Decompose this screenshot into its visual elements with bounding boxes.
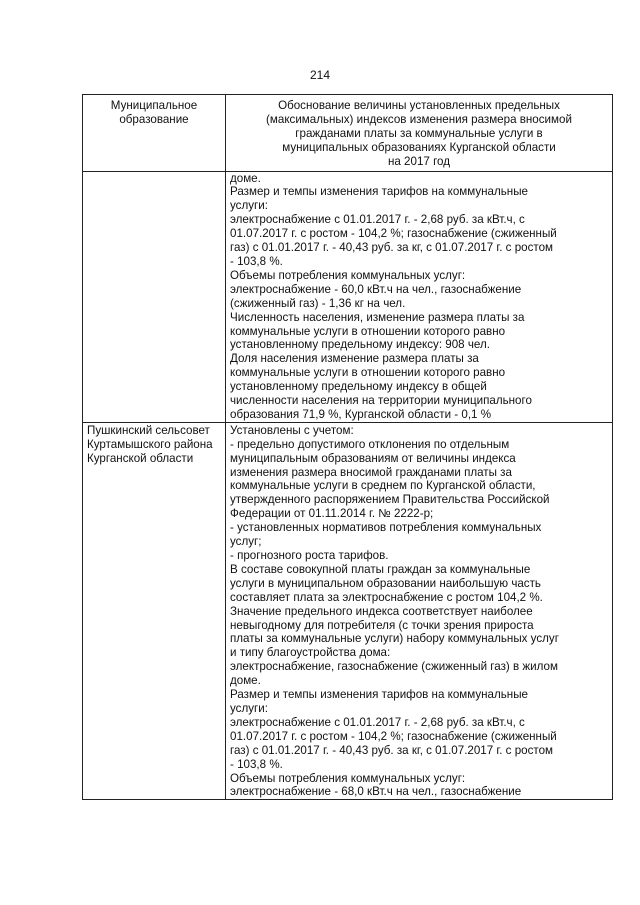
- text-line: Размер и темпы изменения тарифов на коммунальные: [230, 185, 528, 199]
- justification-table: [82, 94, 613, 800]
- text-line: Численность населения, изменение размера платы за: [230, 310, 525, 324]
- text-line: численности населения на территории муниципального: [230, 394, 532, 408]
- text-line: доме.: [230, 674, 261, 688]
- text-line: электроснабжение - 68,0 кВт.ч на чел., газоснабжение: [230, 785, 522, 799]
- text-line: газ) с 01.01.2017 г. - 40,43 руб. за кг, с 01.07.2017 г. с ростом: [230, 743, 553, 757]
- text-line: платы за коммунальные услуги) набору коммунальных услуг: [230, 632, 559, 646]
- text-line: услуг;: [230, 535, 262, 549]
- text-line: Установлены с учетом:: [230, 423, 354, 437]
- text-line: Объемы потребления коммунальных услуг:: [230, 771, 466, 785]
- text-line: электроснабжение с 01.01.2017 г. - 2,68 руб. за кВт.ч, с: [230, 213, 525, 227]
- text-line: утвержденного распоряжением Правительства Российской: [230, 493, 550, 507]
- text-line: 01.07.2017 г. с ростом - 104,2 %; газоснабжение (сжиженный: [230, 729, 557, 743]
- text-line: образования 71,9 %, Курганской области - 0,1 %: [230, 407, 492, 421]
- text-line: установленному предельному индексу в общей: [230, 380, 487, 394]
- text-line: электроснабжение с 01.01.2017 г. - 2,68 руб. за кВт.ч, с: [230, 715, 525, 729]
- text-line: и типу благоустройства дома:: [230, 646, 391, 660]
- header-justification-text: Обоснование величины установленных предельных (максимальных) индексов изменения размера вносимой гражданами платы за коммунальные услуги в муниципальных образованиях Курганской области на 2017 год: [266, 99, 572, 168]
- text-line: услуги:: [230, 701, 268, 715]
- text-line: Доля населения изменение размера платы за: [230, 352, 479, 366]
- text-line: муниципальным образованиям от величины индекса: [230, 451, 516, 465]
- text-line: составляет плата за электроснабжение с ростом 104,2 %.: [230, 590, 543, 604]
- header-municipality-text: Муниципальное образование: [110, 99, 198, 126]
- justification-cell: [226, 422, 613, 799]
- text-line: Размер и темпы изменения тарифов на коммунальные: [230, 688, 528, 702]
- text-line: 01.07.2017 г. с ростом - 104,2 %; газоснабжение (сжиженный: [230, 227, 557, 241]
- page-number: 214: [309, 68, 331, 82]
- text-line: Значение предельного индекса соответствует наиболее: [230, 604, 533, 618]
- text-line: - 103,8 %.: [230, 254, 283, 268]
- text-line: В составе совокупной платы граждан за коммунальные: [230, 562, 531, 576]
- text-line: коммунальные услуги в отношении которого равно: [230, 366, 506, 380]
- text-line: - предельно допустимого отклонения по отдельным: [230, 437, 510, 451]
- table-row: [83, 171, 613, 422]
- text-line: коммунальные услуги в среднем по Курганской области,: [230, 479, 536, 493]
- text-line: коммунальные услуги в отношении которого равно: [230, 324, 506, 338]
- municipality-cell: [83, 171, 226, 422]
- text-line: услуги:: [230, 199, 268, 213]
- municipality-name: Пушкинский сельсовет Куртамышского района Курганской области: [87, 423, 213, 465]
- text-line: - прогнозного роста тарифов.: [230, 549, 389, 562]
- text-line: невыгодному для потребителя (с точки зрения прироста: [230, 618, 534, 632]
- table-row: [83, 422, 613, 799]
- table-header-row: [83, 95, 613, 172]
- municipality-cell: [83, 422, 226, 799]
- text-line: Федерации от 01.11.2014 г. № 2222-р;: [230, 507, 434, 521]
- text-line: изменения размера вносимой гражданами платы за: [230, 465, 512, 479]
- text-line: электроснабжение - 60,0 кВт.ч на чел., газоснабжение: [230, 282, 522, 296]
- text-line: газ) с 01.01.2017 г. - 40,43 руб. за кг, с 01.07.2017 г. с ростом: [230, 241, 553, 255]
- text-line: электроснабжение, газоснабжение (сжиженный газ) в жилом: [230, 660, 558, 674]
- text-line: - установленных нормативов потребления коммунальных: [230, 521, 542, 535]
- text-line: доме.: [230, 171, 261, 185]
- text-line: установленному предельному индексу: 908 чел.: [230, 338, 490, 352]
- text-line: Объемы потребления коммунальных услуг:: [230, 268, 466, 282]
- text-line: услуги в муниципальном образовании наибольшую часть: [230, 576, 541, 590]
- header-justification: [226, 95, 613, 172]
- text-line: - 103,8 %.: [230, 757, 283, 771]
- justification-cell: [226, 171, 613, 422]
- text-line: (сжиженный газ) - 1,36 кг на чел.: [230, 296, 406, 310]
- header-municipality: [83, 95, 226, 172]
